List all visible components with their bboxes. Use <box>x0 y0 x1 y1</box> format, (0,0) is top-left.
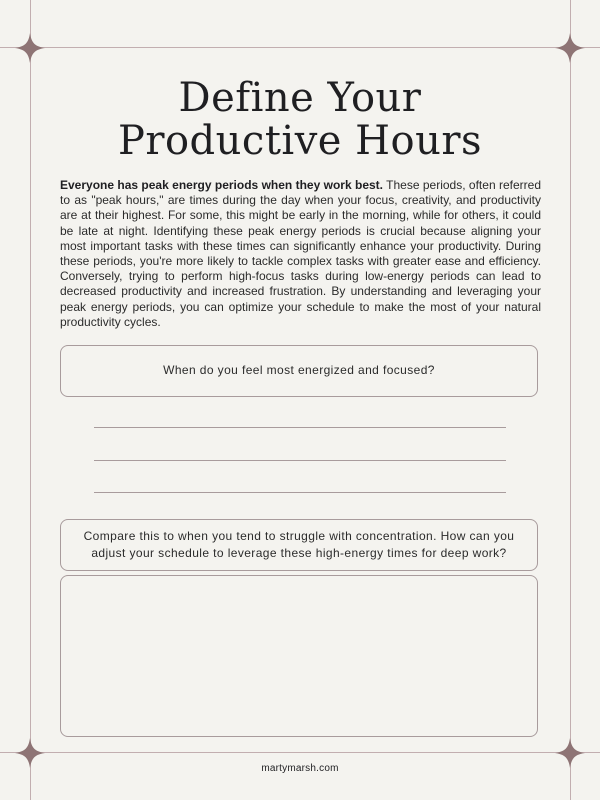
question-1-text: When do you feel most energized and focused? <box>163 363 435 377</box>
frame-bottom-line <box>0 752 600 753</box>
intro-paragraph <box>60 178 541 330</box>
page-title <box>0 77 600 163</box>
question-1-box <box>60 345 538 397</box>
frame-top-line <box>0 47 600 48</box>
page-title-line-2: Productive Hours <box>117 118 483 164</box>
answer-line-3[interactable] <box>94 492 506 493</box>
answer-writing-box[interactable] <box>60 575 538 737</box>
footer-website: martymarsh.com <box>261 763 339 774</box>
question-2-text-line-2: adjust your schedule to leverage these high-energy times for deep work? <box>91 546 507 560</box>
question-2-text-line-1: Compare this to when you tend to struggle with concentration. How can you <box>83 529 515 543</box>
sparkle-icon <box>15 33 45 63</box>
intro-lead: Everyone has peak energy periods when they work best. <box>60 178 384 192</box>
answer-line-1[interactable] <box>94 427 506 428</box>
intro-body: These periods, often referred to as "peak hours," are times during the day when your focus, creativity, and productivity are at their highest. For some, this might be early in the morning, while for others, it could be late at night. Identifying these peak energy periods is crucial because aligning your most important tasks with these times can significantly enhance your productivity. During these periods, you're more likely to tackle complex tasks with greater ease and efficiency. Conversely, trying to perform high-focus tasks during low-energy periods can lead to decreased productivity and increased frustration. By understanding and leveraging your peak energy periods, you can optimize your schedule to make the most of your natural productivity cycles. <box>60 178 541 329</box>
question-2-box <box>60 519 538 571</box>
page-title-line-1: Define Your <box>178 75 422 121</box>
answer-line-2[interactable] <box>94 460 506 461</box>
sparkle-icon <box>555 33 585 63</box>
